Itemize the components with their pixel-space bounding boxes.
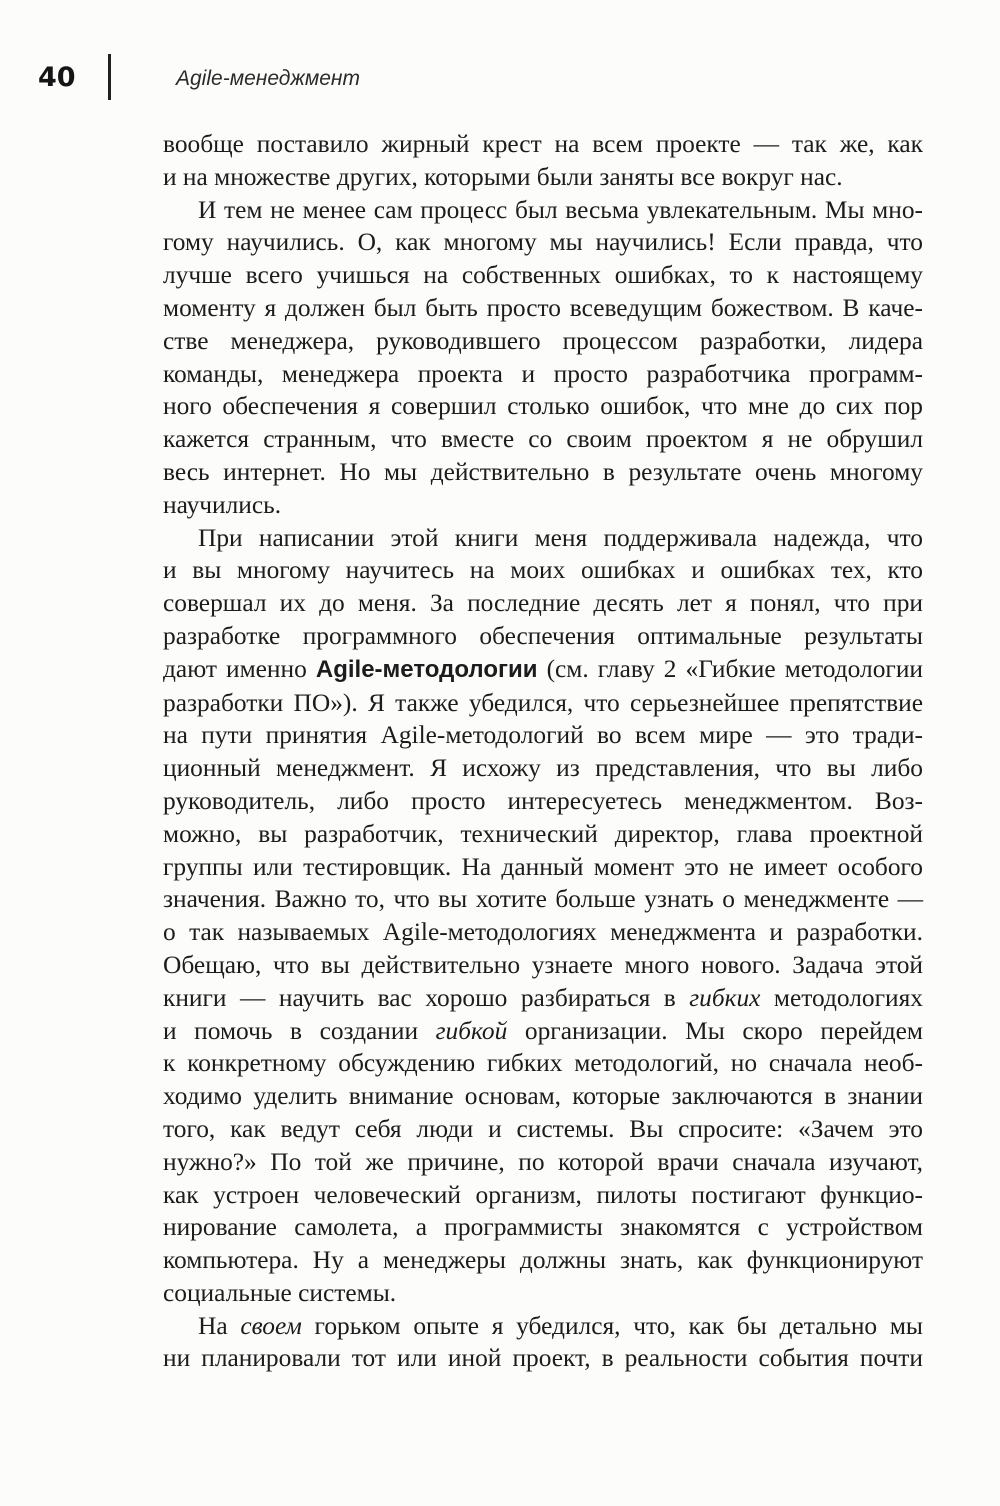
text-line: и помочь в создании гибкой организации. Мы скоро перейдем xyxy=(163,1016,923,1045)
text-line: лучше всего учишься на собственных ошибках, то к настоящему xyxy=(163,261,923,290)
paragraph xyxy=(163,194,923,522)
body-text xyxy=(163,128,923,1375)
text-line: того, как ведут себя люди и системы. Вы спросите: «Зачем это xyxy=(163,1114,923,1143)
text-line: нужно?» По той же причине, по которой врачи сначала изучают, xyxy=(163,1147,923,1176)
page-number: 40 xyxy=(38,62,76,93)
text-line: На своем горьком опыте я убедился, что, как бы детально мы xyxy=(198,1311,923,1340)
text-line: и вы многому научитесь на моих ошибках и ошибках тех, кто xyxy=(163,556,923,585)
bold-term: Agile-методологии xyxy=(315,655,538,683)
text-line: дают именно Agile-методологии (см. главу 2 «Гибкие методологии xyxy=(163,654,923,683)
text-line: книги — научить вас хорошо разбираться в гибких методологиях xyxy=(163,983,923,1012)
text-line: группы или тестировщик. На данный момент это не имеет особого xyxy=(163,852,923,881)
text-line: ходимо уделить внимание основам, которые заключаются в знании xyxy=(163,1082,923,1111)
text-line: на пути принятия Agile-методологий во всем мире — это тради- xyxy=(163,721,923,750)
running-title: Agile-менеджмент xyxy=(176,67,360,90)
italic-emphasis: своем xyxy=(240,1311,302,1340)
text-line: к конкретному обсуждению гибких методологий, но сначала необ- xyxy=(163,1049,923,1078)
text-line: И тем не менее сам процесс был весьма увлекательным. Мы мно- xyxy=(198,195,923,224)
text-line: вообще поставило жирный крест на всем проекте — так же, как xyxy=(163,130,923,158)
text-line: как устроен человеческий организм, пилоты постигают функцио- xyxy=(163,1180,923,1209)
italic-emphasis: гибких xyxy=(689,983,761,1012)
text-line: гому научились. О, как многому мы научились! Если правда, что xyxy=(163,228,923,257)
text-line: моменту я должен был быть просто всеведущим божеством. В каче- xyxy=(163,293,923,322)
text-line: научились. xyxy=(163,490,282,519)
text-line: можно, вы разработчик, технический директор, глава проектной xyxy=(163,819,923,848)
text-line: весь интернет. Но мы действительно в результате очень многому xyxy=(163,457,923,486)
text-line: руководитель, либо просто интересуетесь менеджментом. Воз- xyxy=(163,786,923,815)
text-line: компьютера. Ну а менеджеры должны знать, как функционируют xyxy=(163,1246,923,1275)
text-line: и на множестве других, которыми были заняты все вокруг нас. xyxy=(163,162,843,191)
paragraph xyxy=(163,1310,923,1376)
paragraph xyxy=(163,128,923,194)
text-line: кажется странным, что вместе со своим проектом я не обрушил xyxy=(163,425,923,454)
text-line: ного обеспечения я совершил столько ошибок, что мне до сих пор xyxy=(163,392,923,421)
text-line: команды, менеджера проекта и просто разработчика программ- xyxy=(163,359,923,388)
italic-emphasis: гибкой xyxy=(435,1016,508,1045)
text-line: ционный менеджмент. Я исхожу из представления, что вы либо xyxy=(163,754,923,783)
text-line: о так называемых Agile-методологиях менеджмента и разработки. xyxy=(163,918,923,947)
text-line: Обещаю, что вы действительно узнаете много нового. Задача этой xyxy=(163,950,923,979)
text-line: ни планировали тот или иной проект, в реальности события почти xyxy=(163,1344,923,1373)
text-line: нирование самолета, а программисты знакомятся с устройством xyxy=(163,1213,923,1242)
text-line: социальные системы. xyxy=(163,1278,397,1307)
text-line: При написании этой книги меня поддерживала надежда, что xyxy=(198,523,923,552)
text-line: разработки ПО»). Я также убедился, что серьезнейшее препятствие xyxy=(163,688,923,717)
text-line: значения. Важно то, что вы хотите больше узнать о менеджменте — xyxy=(163,885,923,914)
text-line: стве менеджера, руководившего процессом разработки, лидера xyxy=(163,326,923,355)
header-divider xyxy=(108,54,111,100)
paragraph xyxy=(163,522,923,1310)
text-line: разработке программного обеспечения оптимальные результаты xyxy=(163,621,923,650)
text-line: совершал их до меня. За последние десять лет я понял, что при xyxy=(163,589,923,618)
